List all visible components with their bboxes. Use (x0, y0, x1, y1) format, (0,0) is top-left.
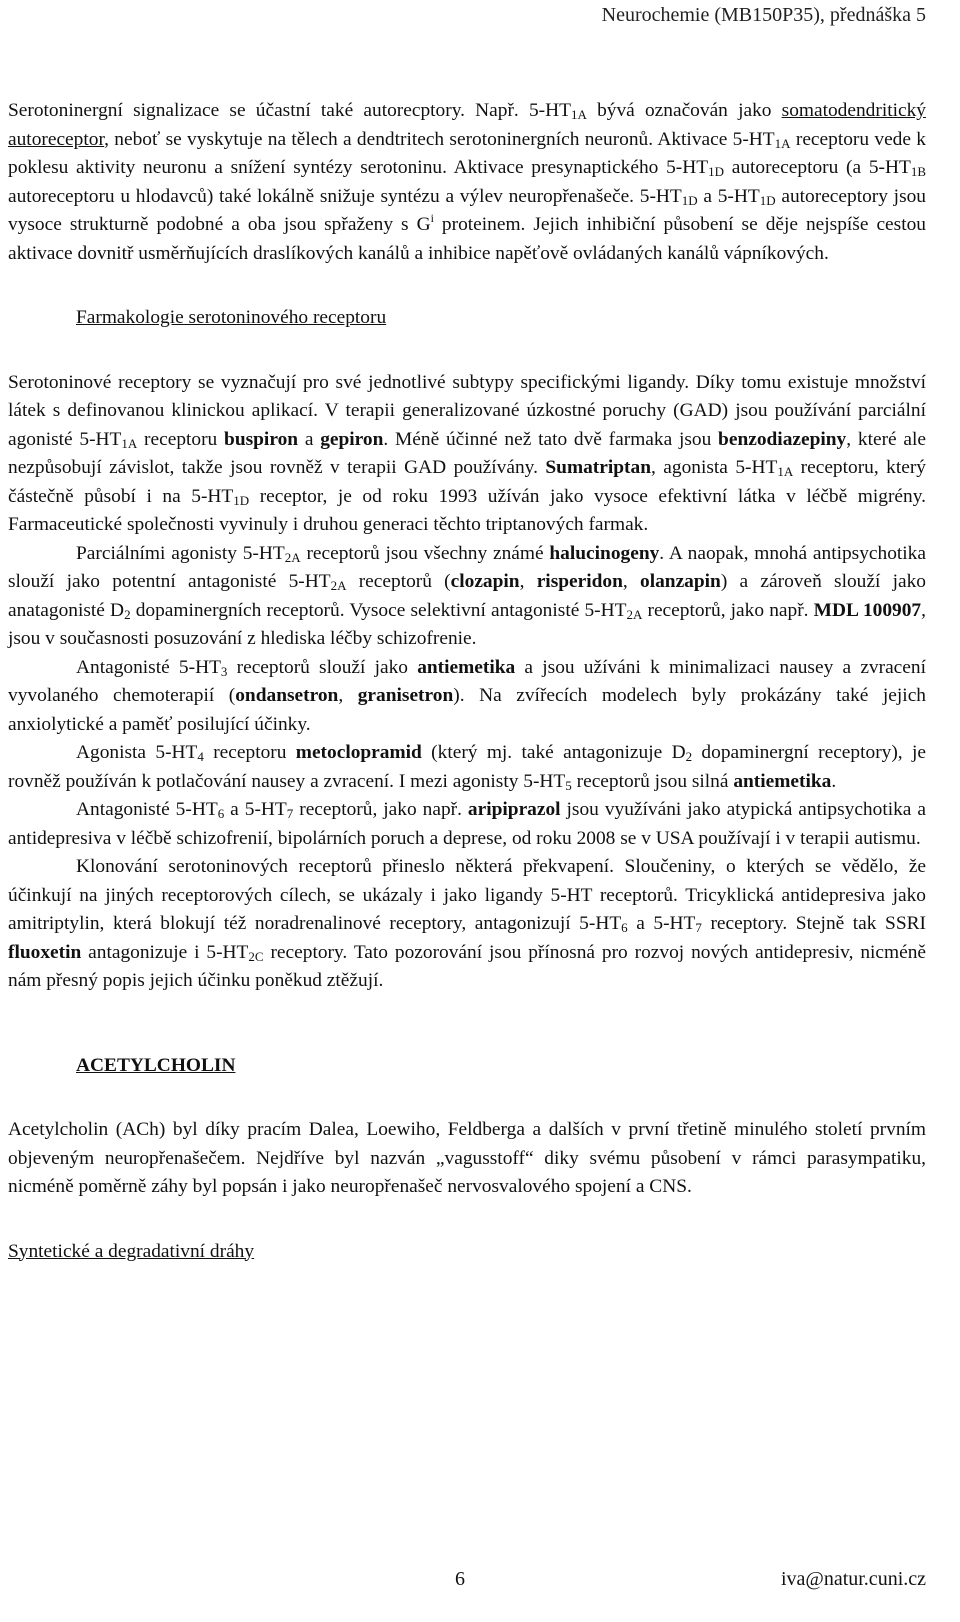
pharmacology-paragraph-4: Agonista $5-HT_4$ receptoru metoclopramid (který mj. také antagonizuje $D_2$ dopaminergní receptory), je rovněž používán k potlačování nausey a zvracení. I mezi agonisty $5-HT_5$ receptorů jsou silná antiemetika. (8, 742, 926, 793)
pharmacology-heading: Farmakologie serotoninového receptoru (76, 307, 387, 328)
serotonin-autoreceptor-paragraph: Serotoninergní signalizace se účastní také autorecptory. Např. $5-HT_{1A}$ bývá označován jako somatodendritický autoreceptor, neboť se vyskytuje na tělech a dendtritech serotoninergních neuronů. Aktivace $5-HT_{1A}$ receptoru vede k poklesu aktivity neuronu a snížení syntézy serotoninu. Aktivace presynaptického $5-HT_{1D}$ autoreceptoru (a $5-HT_{1B}$ autoreceptoru u hlodavců) také lokálně snižuje syntézu a výlev neuropřenašeče. $5-HT_{1D}$ a $5-HT_{1D}$ autoreceptory jsou vysoce strukturně podobné a oba jsou spřaženy s $G^i$ proteinem. Jejich inhibiční působení se děje nejspíše cestou aktivace dovnitř usměrňujících draslíkových kanálů a inhibice napěťově ovládaných kanálů vápníkových. (8, 100, 926, 264)
pharmacology-paragraph-2: Parciálními agonisty $5-HT_{2A}$ receptorů jsou všechny známé halucinogeny. A naopak, mnohá antipsychotika slouží jako potentní antagonisté $5-HT_{2A}$ receptorů (clozapin, risperidon, olanzapin) a zároveň slouží jako anatagonisté $D_2$ dopaminergních receptorů. Vysoce selektivní antagonisté $5-HT_{2A}$ receptorů, jako např. MDL 100907, jsou v současnosti posuzování z hlediska léčby schizofrenie. (8, 542, 926, 649)
pharmacology-paragraph-3: Antagonisté $5-HT_3$ receptorů slouží jako antiemetika a jsou užíváni k minimalizaci nausey a zvracení vyvolaného chemoterapií (ondansetron, granisetron). Na zvířecích modelech byly prokázány také jejich anxiolytické a paměť posilující účinky. (8, 656, 926, 735)
pharmacology-paragraph-1: Serotoninové receptory se vyznačují pro své jednotlivé subtypy specifickými ligandy. Díky tomu existuje množství látek s definovanou klinickou aplikací. V terapii generalizované úzkostné poruchy (GAD) jsou používání parciální agonisté $5-HT_{1A}$ receptoru buspiron a gepiron. Méně účinné než tato dvě farmaka jsou benzodiazepiny, které ale nezpůsobují závislot, takže jsou rovněž v terapii GAD používány. Sumatriptan, agonista $5-HT_{1A}$ receptoru, který částečně působí i na $5-HT_{1D}$ receptor, je od roku 1993 užíván jako vysoce efektivní látka v léčbě migrény. Farmaceutické společnosti vyvinuly i druhou generaci těchto triptanových farmak. (8, 371, 926, 535)
acetylcholine-paragraph: Acetylcholin (ACh) byl díky pracím Dalea, Loewiho, Feldberga a dalších v první třetině minulého století prvním objeveným neuropřenašečem. Nejdříve byl nazván „vagusstoff“ diky svému působení v rámci parasympatiku, nicméně poměrně záhy byl popsán i jako neuropřenašeč nervosvalového spojení a CNS. (8, 1119, 926, 1197)
running-header: Neurochemie (MB150P35), přednáška 5 (601, 4, 926, 26)
page-number: 6 (455, 1568, 465, 1590)
pharmacology-paragraph-6: Klonování serotoninových receptorů přineslo některá překvapení. Sloučeniny, o kterých se vědělo, že účinkují na jiných receptorových cílech, se ukázaly i jako ligandy 5-HT receptorů. Tricyklická antidepresiva jako amitriptylin, která blokují též noradrenalinové receptory, antagonizují $5-HT_6$ a $5-HT_7$ receptory. Stejně tak SSRI fluoxetin antagonizuje i $5-HT_{2C}$ receptory. Tato pozorování jsou přínosná pro rozvoj nových antidepresiv, nicméně nám přesný popis jejich účinku poněkud ztěžují. (8, 856, 926, 991)
page-body (8, 97, 926, 1266)
pharmacology-paragraph-5: Antagonisté $5-HT_6$ a $5-HT_7$ receptorů, jako např. aripiprazol jsou využíváni jako atypická antipsychotika a antidepresiva v léčbě schizofrenií, bipolárních poruch a deprese, od roku 2008 se v USA používají i v terapii autismu. (8, 799, 926, 849)
synthesis-pathways-heading: Syntetické a degradativní dráhy (8, 1240, 255, 1262)
acetylcholine-heading: ACETYLCHOLIN (76, 1054, 236, 1076)
author-email: iva@natur.cuni.cz (780, 1568, 926, 1590)
